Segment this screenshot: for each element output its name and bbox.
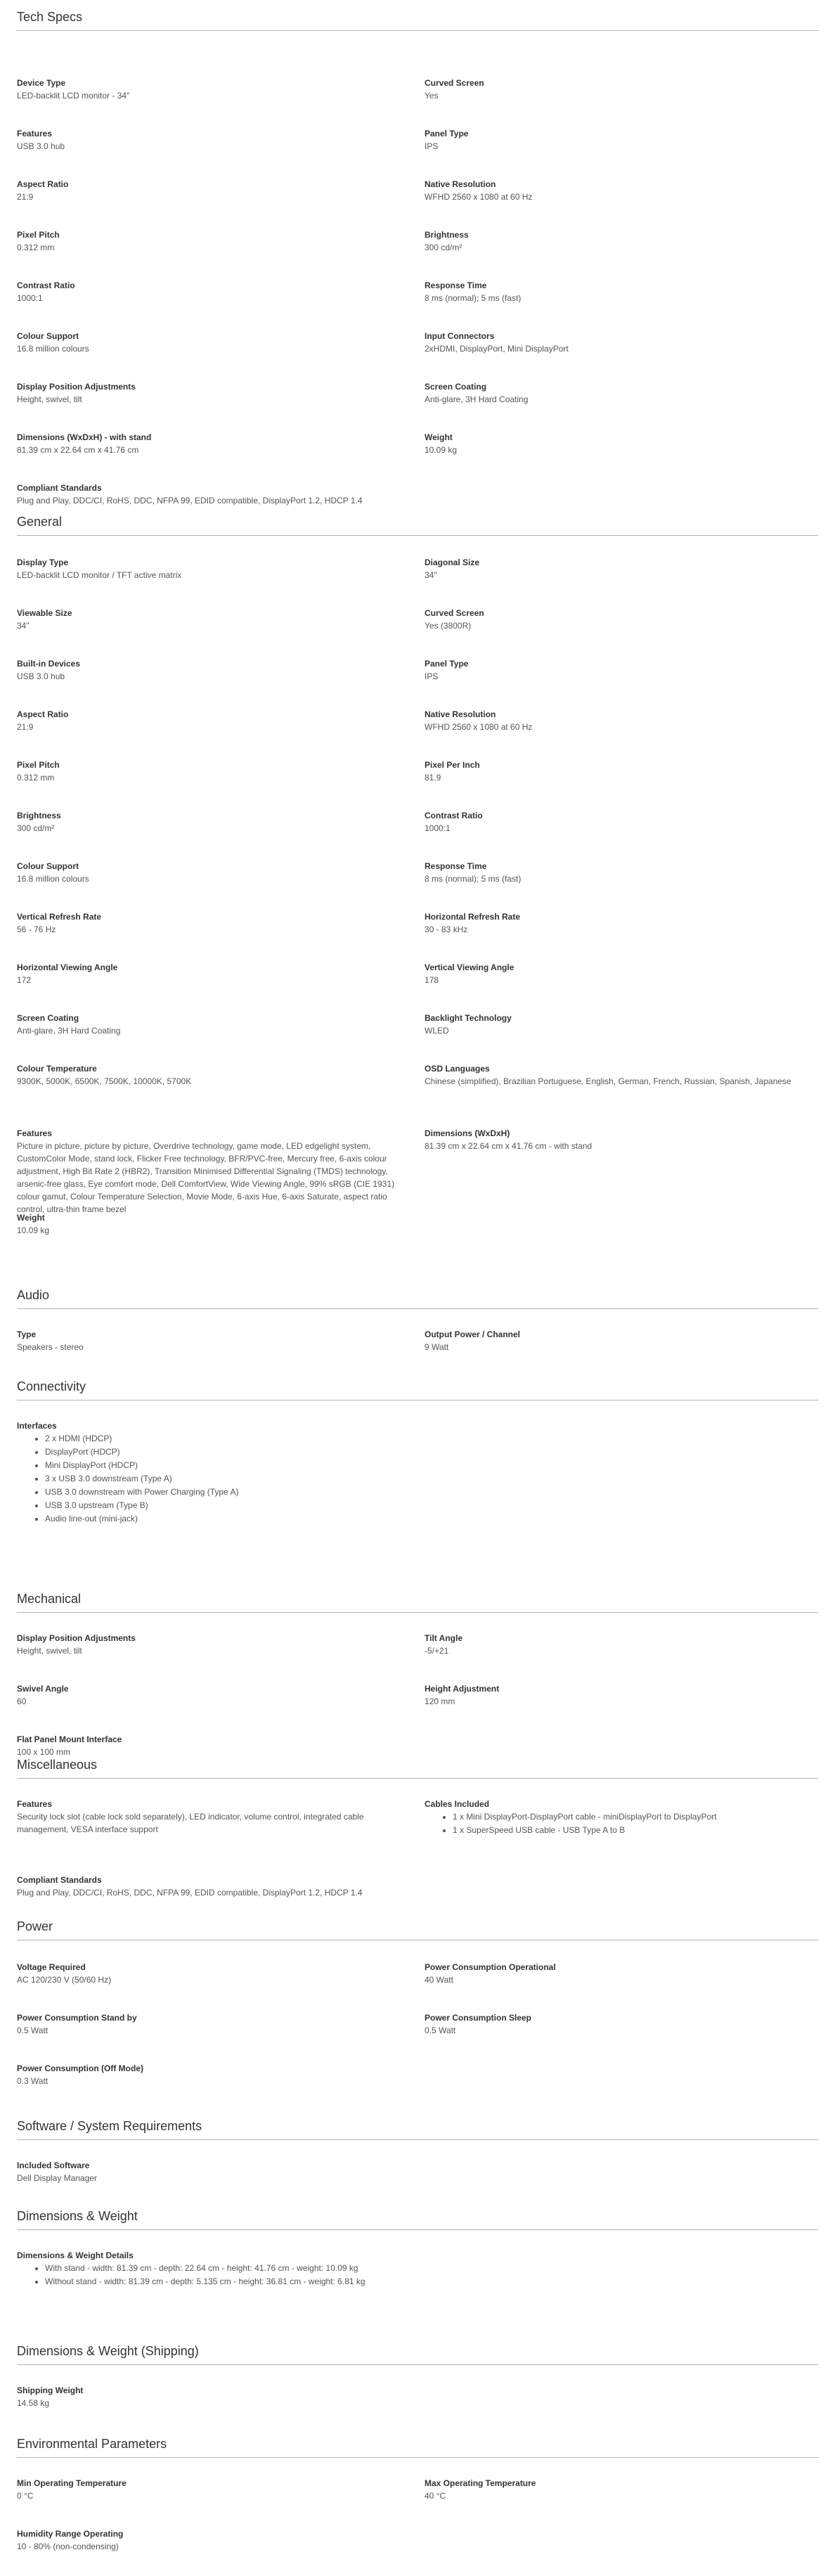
spec-label: Interfaces (17, 1421, 57, 1431)
spec-value: Yes (3800R) (425, 621, 472, 631)
list-item: • 3 x USB 3.0 downstream (Type A) (45, 1472, 410, 1486)
spec-item-tilt-angle (425, 1632, 818, 1657)
spec-item-voltage-required (17, 1962, 410, 1986)
spec-label: Horizontal Viewing Angle (17, 962, 118, 972)
spec-value: Security lock slot (cable lock sold separately), LED indicator, volume control, integrated cable management, VESA interface support (17, 1812, 364, 1834)
spec-item-device-type (17, 77, 410, 102)
spec-value: 81.39 cm x 22.64 cm x 41.76 cm - with stand (425, 1141, 593, 1151)
spec-item-height-adjustment (425, 1683, 818, 1708)
spec-item-weight (425, 432, 818, 456)
spec-item-curved-screen (425, 77, 818, 102)
spec-item-contrast-ratio (17, 280, 410, 304)
spec-value: 172 (17, 975, 32, 985)
spec-label: Weight (425, 432, 453, 442)
spec-value: 0.312 mm (17, 243, 55, 252)
section-title: General (17, 515, 818, 536)
spec-label: Max Operating Temperature (425, 2478, 536, 2488)
spec-item-vertical-refresh-rate (17, 911, 410, 936)
spec-label: Colour Temperature (17, 1064, 97, 1074)
list-item: • With stand - width: 81.39 cm - depth: 22.64 cm - height: 41.76 cm - weight: 10.09 kg (45, 2262, 410, 2275)
spec-item-dimensions-wxdxh (425, 1128, 818, 1152)
spec-item-type (17, 1329, 410, 1353)
spec-value: 81.9 (425, 773, 441, 783)
spec-label: Output Power / Channel (425, 1329, 521, 1339)
spec-label: Dimensions (WxDxH) (425, 1128, 510, 1138)
spec-label: Response Time (425, 861, 487, 871)
spec-item-aspect-ratio (17, 179, 410, 203)
list-item: • 1 x Mini DisplayPort-DisplayPort cable - miniDisplayPort to DisplayPort (453, 1810, 818, 1824)
spec-label: Type (17, 1329, 37, 1339)
spec-item-power-consumption-stand-by (17, 2012, 410, 2037)
spec-value: 21:9 (17, 722, 34, 732)
spec-item-brightness (17, 810, 410, 835)
spec-item-contrast-ratio (425, 810, 818, 835)
spec-label: Viewable Size (17, 608, 72, 618)
spec-value: Anti-glare, 3H Hard Coating (17, 1026, 121, 1036)
spec-label: Pixel Per Inch (425, 760, 480, 770)
spec-value: -5/+21 (425, 1646, 449, 1656)
spec-label: Curved Screen (425, 78, 484, 88)
spec-label: Display Position Adjustments (17, 382, 136, 392)
spec-label: Built-in Devices (17, 659, 81, 669)
spec-value: 60 (17, 1696, 27, 1706)
spec-item-features (17, 1798, 410, 1836)
spec-label: Weight (17, 1213, 45, 1223)
spec-label: Backlight Technology (425, 1013, 512, 1023)
spec-item-horizontal-viewing-angle (17, 962, 410, 986)
spec-value: Yes (425, 91, 439, 101)
spec-value: 120 mm (425, 1696, 455, 1706)
spec-item-aspect-ratio (17, 709, 410, 733)
spec-label: Panel Type (425, 659, 469, 669)
spec-value: 14.58 kg (17, 2398, 50, 2408)
spec-item-compliant-standards (17, 482, 410, 507)
spec-item-panel-type (425, 128, 818, 153)
spec-label: Response Time (425, 281, 487, 290)
spec-item-backlight-technology (425, 1012, 818, 1037)
spec-value-list (17, 1432, 410, 1526)
spec-item-max-operating-temperature (425, 2478, 818, 2502)
spec-value: Anti-glare, 3H Hard Coating (425, 394, 529, 404)
spec-label: Colour Support (17, 861, 79, 871)
spec-item-pixel-pitch (17, 229, 410, 254)
spec-label: Colour Support (17, 331, 79, 341)
spec-label: Contrast Ratio (425, 811, 483, 820)
spec-value: 10.09 kg (425, 445, 458, 455)
spec-value: 8 ms (normal); 5 ms (fast) (425, 293, 522, 303)
section-title: Miscellaneous (17, 1758, 818, 1779)
spec-value: 9 Watt (425, 1342, 449, 1352)
spec-label: Included Software (17, 2160, 90, 2170)
spec-label: Pixel Pitch (17, 760, 60, 770)
spec-item-min-operating-temperature (17, 2478, 410, 2502)
spec-label: Diagonal Size (425, 558, 480, 567)
spec-value-list (17, 2262, 410, 2288)
spec-label: Height Adjustment (425, 1684, 500, 1694)
spec-label: Aspect Ratio (17, 709, 69, 719)
spec-value: Chinese (simplified), Brazilian Portuguese, English, German, French, Russian, Spanish, Japanese (425, 1076, 791, 1086)
spec-item-screen-coating (425, 381, 818, 406)
spec-item-vertical-viewing-angle (425, 962, 818, 986)
list-item: • Mini DisplayPort (HDCP) (45, 1459, 410, 1472)
spec-value: 9300K, 5000K, 6500K, 7500K, 10000K, 5700K (17, 1076, 192, 1086)
spec-label: Vertical Refresh Rate (17, 912, 102, 922)
section-mechanical (17, 1592, 818, 1757)
spec-item-display-position-adjustments (17, 1632, 410, 1657)
spec-label: Screen Coating (425, 382, 487, 392)
spec-item-native-resolution (425, 179, 818, 203)
spec-value: Height, swivel, tilt (17, 1646, 82, 1656)
spec-value: 1000:1 (17, 293, 43, 303)
section-title: Audio (17, 1288, 818, 1309)
spec-value: WFHD 2560 x 1080 at 60 Hz (425, 722, 533, 732)
section-miscellaneous (17, 1758, 818, 1898)
spec-label: Tilt Angle (425, 1633, 462, 1643)
spec-item-power-consumption-off-mode (17, 2063, 410, 2087)
spec-label: Features (17, 1128, 53, 1138)
spec-label: Min Operating Temperature (17, 2478, 127, 2488)
section-title: Power (17, 1919, 818, 1940)
spec-label: Features (17, 1799, 53, 1809)
spec-value: 178 (425, 975, 439, 985)
spec-value: WLED (425, 1026, 449, 1036)
spec-value: 30 - 83 kHz (425, 925, 468, 934)
spec-item-power-consumption-operational (425, 1962, 818, 1986)
list-item: • DisplayPort (HDCP) (45, 1445, 410, 1459)
spec-item-weight (17, 1212, 410, 1237)
spec-value: AC 120/230 V (50/60 Hz) (17, 1975, 112, 1985)
spec-label: Native Resolution (425, 179, 496, 189)
spec-item-dimensions-wxdxh-with-stand (17, 432, 410, 456)
spec-item-screen-coating (17, 1012, 410, 1037)
section-title: Mechanical (17, 1592, 818, 1613)
spec-value: 8 ms (normal); 5 ms (fast) (425, 874, 522, 884)
spec-value: WFHD 2560 x 1080 at 60 Hz (425, 192, 533, 202)
spec-item-interfaces (17, 1420, 410, 1526)
section-dimensions-and-weight-shipping (17, 2344, 818, 2408)
spec-label: Contrast Ratio (17, 281, 75, 290)
section-title: Software / System Requirements (17, 2119, 818, 2140)
spec-label: Power Consumption Stand by (17, 2013, 137, 2023)
list-item: • USB 3.0 upstream (Type B) (45, 1499, 410, 1512)
spec-item-viewable-size (17, 607, 410, 632)
spec-item-dimensions-and-weight-details (17, 2250, 410, 2288)
section-environmental-parameters (17, 2437, 818, 2551)
spec-value: 300 cd/m² (17, 823, 55, 833)
section-tech-specs (17, 10, 818, 505)
list-item: • Without stand - width: 81.39 cm - depth: 5.135 cm - height: 36.81 cm - weight: 6.81 kg (45, 2275, 410, 2288)
spec-value: 1000:1 (425, 823, 451, 833)
spec-item-curved-screen (425, 607, 818, 632)
spec-value: 56 - 76 Hz (17, 925, 56, 934)
spec-value: LED-backlit LCD monitor / TFT active matrix (17, 570, 182, 580)
section-title: Dimensions & Weight (Shipping) (17, 2344, 818, 2365)
spec-item-display-position-adjustments (17, 381, 410, 406)
spec-value: 10 - 80% (non-condensing) (17, 2542, 119, 2551)
spec-label: Brightness (425, 230, 469, 240)
spec-item-horizontal-refresh-rate (425, 911, 818, 936)
spec-value: 40 Watt (425, 1975, 453, 1985)
spec-item-response-time (425, 861, 818, 885)
spec-value: USB 3.0 hub (17, 141, 65, 151)
spec-label: Brightness (17, 811, 61, 820)
list-item: • 1 x SuperSpeed USB cable - USB Type A to B (453, 1824, 818, 1837)
spec-value: 10.09 kg (17, 1225, 50, 1235)
spec-value: Picture in picture, picture by picture, Overdrive technology, game mode, LED edgelight system, CustomColor Mode, stand lock, Flicker Free technology, BFR/PVC-free, Mercury free, 6-axis colour adjustment, High Bit Rate 2 (HBR2), Transition Minimised Differential Signaling (TMDS) technology, arsenic-free glass, Eye comfort mode, Dell ComfortView, Wide Viewing Angle, 99% sRGB (CIE 1931) colour gamut, Colour Temperature Selection, Movie Mode, 6-axis Hue, 6-axis Saturate, aspect ratio control, ultra-thin frame bezel (17, 1141, 395, 1214)
spec-value: Height, swivel, tilt (17, 394, 82, 404)
spec-value: 0 °C (17, 2491, 34, 2501)
spec-value: Plug and Play, DDC/CI, RoHS, DDC, NFPA 99, EDID compatible, DisplayPort 1.2, HDCP 1.4 (17, 496, 363, 505)
section-dimensions-and-weight (17, 2209, 818, 2286)
spec-value: IPS (425, 671, 439, 681)
spec-item-shipping-weight (17, 2385, 410, 2409)
spec-value: 0.5 Watt (17, 2026, 48, 2035)
spec-label: Humidity Range Operating (17, 2529, 124, 2539)
spec-item-brightness (425, 229, 818, 254)
spec-label: Display Position Adjustments (17, 1633, 136, 1643)
section-connectivity (17, 1379, 818, 1524)
spec-value: 34" (17, 621, 30, 631)
spec-item-pixel-pitch (17, 759, 410, 784)
spec-item-colour-support (17, 861, 410, 885)
list-item: • 2 x HDMI (HDCP) (45, 1432, 410, 1445)
section-title: Tech Specs (17, 10, 818, 31)
spec-value: 40 °C (425, 2491, 446, 2501)
spec-value: Plug and Play, DDC/CI, RoHS, DDC, NFPA 99, EDID compatible, DisplayPort 1.2, HDCP 1.4 (17, 1888, 363, 1898)
spec-item-display-type (17, 557, 410, 581)
spec-item-output-power-channel (425, 1329, 818, 1353)
spec-label: Power Consumption Operational (425, 1962, 556, 1972)
spec-label: Device Type (17, 78, 66, 88)
spec-item-compliant-standards (17, 1874, 410, 1899)
spec-item-included-software (17, 2160, 410, 2184)
spec-label: Aspect Ratio (17, 179, 69, 189)
spec-value: 81.39 cm x 22.64 cm x 41.76 cm (17, 445, 139, 455)
spec-value: 2xHDMI, DisplayPort, Mini DisplayPort (425, 344, 569, 354)
spec-item-cables-included (425, 1798, 818, 1837)
spec-label: OSD Languages (425, 1064, 490, 1074)
spec-label: Compliant Standards (17, 1875, 102, 1885)
spec-label: Features (17, 129, 53, 139)
spec-item-native-resolution (425, 709, 818, 733)
spec-item-osd-languages (425, 1063, 818, 1088)
spec-value: 0.5 Watt (425, 2026, 456, 2035)
section-title: Connectivity (17, 1379, 818, 1400)
section-software-system-requirements (17, 2119, 818, 2183)
section-title: Dimensions & Weight (17, 2209, 818, 2230)
spec-label: Power Consumption Sleep (425, 2013, 532, 2023)
spec-item-colour-support (17, 330, 410, 355)
spec-label: Pixel Pitch (17, 230, 60, 240)
spec-value: 0.312 mm (17, 773, 55, 783)
section-title: Environmental Parameters (17, 2437, 818, 2458)
spec-item-panel-type (425, 658, 818, 683)
spec-label: Shipping Weight (17, 2385, 84, 2395)
spec-item-colour-temperature (17, 1063, 410, 1088)
spec-value: Speakers - stereo (17, 1342, 84, 1352)
spec-value: 16.8 million colours (17, 874, 89, 884)
spec-label: Dimensions (WxDxH) - with stand (17, 432, 152, 442)
spec-label: Compliant Standards (17, 483, 102, 493)
section-general (17, 515, 818, 1235)
spec-item-power-consumption-sleep (425, 2012, 818, 2037)
spec-item-humidity-range-operating (17, 2528, 410, 2553)
list-item: • Audio line-out (mini-jack) (45, 1512, 410, 1526)
list-item: • USB 3.0 downstream with Power Charging (Type A) (45, 1486, 410, 1499)
spec-label: Curved Screen (425, 608, 484, 618)
spec-value: LED-backlit LCD monitor - 34" (17, 91, 130, 101)
section-audio (17, 1288, 818, 1352)
spec-item-features (17, 1128, 410, 1216)
spec-label: Cables Included (425, 1799, 490, 1809)
spec-value: IPS (425, 141, 439, 151)
section-power (17, 1919, 818, 2086)
spec-label: Display Type (17, 558, 69, 567)
spec-label: Power Consumption (Off Mode) (17, 2063, 143, 2073)
spec-label: Panel Type (425, 129, 469, 139)
spec-item-flat-panel-mount-interface (17, 1734, 410, 1758)
spec-value-list (425, 1810, 818, 1837)
spec-value: 16.8 million colours (17, 344, 89, 354)
spec-item-input-connectors (425, 330, 818, 355)
spec-label: Screen Coating (17, 1013, 79, 1023)
spec-label: Vertical Viewing Angle (425, 962, 514, 972)
spec-value: 300 cd/m² (425, 243, 462, 252)
spec-item-pixel-per-inch (425, 759, 818, 784)
spec-label: Flat Panel Mount Interface (17, 1734, 122, 1744)
spec-item-features (17, 128, 410, 153)
spec-label: Dimensions & Weight Details (17, 2250, 134, 2260)
spec-label: Horizontal Refresh Rate (425, 912, 521, 922)
spec-value: Dell Display Manager (17, 2173, 98, 2183)
spec-label: Swivel Angle (17, 1684, 69, 1694)
spec-label: Voltage Required (17, 1962, 86, 1972)
spec-item-built-in-devices (17, 658, 410, 683)
spec-label: Native Resolution (425, 709, 496, 719)
spec-value: 21:9 (17, 192, 34, 202)
spec-label: Input Connectors (425, 331, 495, 341)
spec-value: 0.3 Watt (17, 2076, 48, 2086)
spec-value: 100 x 100 mm (17, 1747, 71, 1757)
spec-item-swivel-angle (17, 1683, 410, 1708)
spec-item-response-time (425, 280, 818, 304)
spec-value: 34" (425, 570, 437, 580)
spec-item-diagonal-size (425, 557, 818, 581)
spec-value: USB 3.0 hub (17, 671, 65, 681)
